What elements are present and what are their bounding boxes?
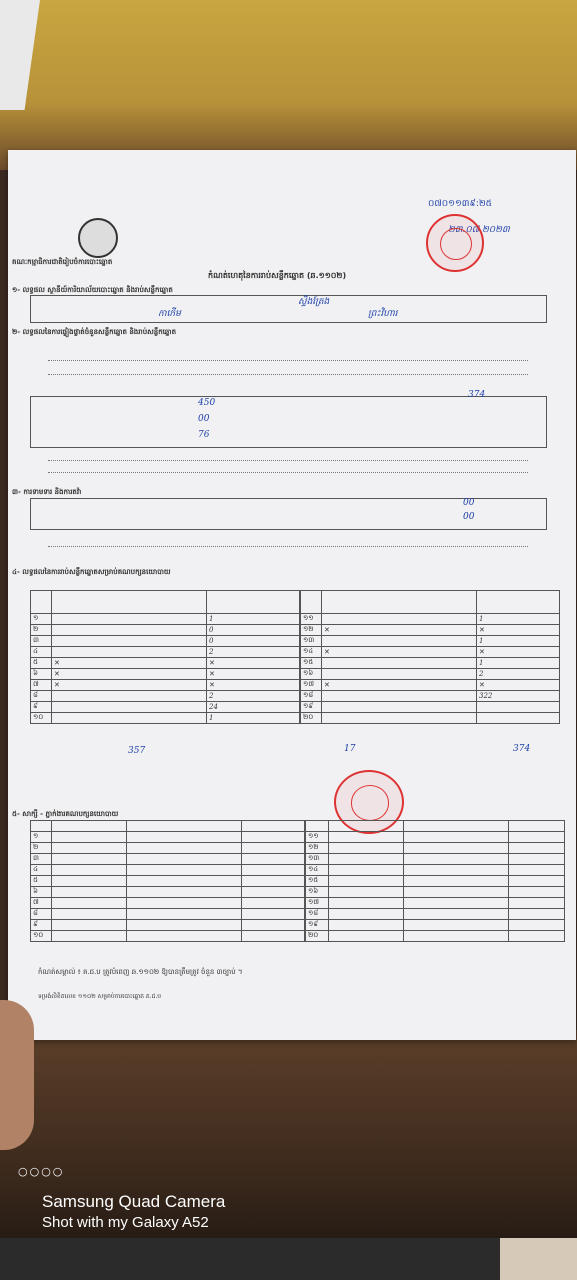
floor-tile bbox=[500, 1238, 577, 1280]
camera-logo-icon: ○○○○ bbox=[18, 1165, 65, 1178]
page-title: កំណត់ហេតុនៃការរាប់សន្លឹកឆ្នោត (ឆ.១១០២) bbox=[208, 271, 347, 280]
dispute-count-2: 00 bbox=[463, 512, 475, 522]
section2-heading: ២- លទ្ធផលនៃការផ្ទៀងផ្ទាត់ចំនួនសន្លឹកឆ្នោត និងរាប់សន្លឹកឆ្នោត bbox=[12, 328, 177, 336]
stamp-date: ២៣.០៧.២០២៣ bbox=[448, 225, 510, 235]
dispute-count-1: 00 bbox=[463, 498, 475, 508]
section4-heading: ៤- លទ្ធផលនៃការរាប់សន្លឹកឆ្នោតសម្រាប់គណបក្សនយោបាយ bbox=[12, 568, 171, 576]
witness-table-left: ១ ២ ៣ ៤ ៥ ៦ ៧ ៨ ៩ ១០ bbox=[30, 820, 305, 942]
total-ballots: 374 bbox=[513, 744, 531, 754]
ballot-count-box bbox=[30, 396, 547, 448]
table-background-top bbox=[0, 0, 577, 170]
spoiled-ballots: 00 bbox=[198, 414, 210, 424]
ballot-count-sheet bbox=[8, 150, 576, 1040]
emblem-icon bbox=[78, 218, 118, 258]
ballots-received: 450 bbox=[198, 398, 216, 408]
party-table-left: ១ 1 ២ 0 ៣ 0 ៤ 2 ៥ ✕ ✕ ៦ ✕ ✕ ៧ ✕ ✕ ៨ 2 ៩ 24 ១០ 1 bbox=[30, 590, 300, 724]
watermark-shot: Shot with my Galaxy A52 bbox=[42, 1214, 209, 1231]
voted-count: 374 bbox=[468, 390, 486, 400]
top-right-code: ០៧០១១៣៩:២៥ bbox=[428, 199, 493, 209]
officer-value: ព្រះវិហារ bbox=[368, 309, 398, 319]
footer-note: កំណត់សម្គាល់ ៖ គ.ជ.ប ត្រូវបំពេញ ឆ.១១០២ ឱ្យបានត្រឹមត្រូវ ចំនួន ៣ច្បាប់ ។ bbox=[38, 968, 243, 976]
station-box bbox=[30, 295, 547, 323]
party-table-right: ១១ 1 ១២ ✕ ✕ ១៣ 1 ១៤ ✕ ✕ ១៥ 1 ១៦ 2 ១៧ ✕ ✕ ១៨ 322 ១៩ ២០ bbox=[300, 590, 560, 724]
witness-table-right: ១១ ១២ ១៣ ១៤ ១៥ ១៦ ១៧ ១៨ ១៩ ២០ bbox=[305, 820, 565, 942]
total-votes: 357 bbox=[128, 746, 146, 756]
place-value: ស្ទឹងត្រែង bbox=[298, 297, 330, 307]
commune-value: កាកើម bbox=[158, 309, 181, 319]
unused-ballots: 76 bbox=[198, 430, 210, 440]
section5-heading: ៥- សាក្សី - ភ្នាក់ងារគណបក្សនយោបាយ bbox=[12, 810, 119, 818]
official-stamp-icon bbox=[426, 214, 484, 272]
watermark-brand: Samsung Quad Camera bbox=[42, 1192, 226, 1211]
section3-heading: ៣- ការទាមទារ និងការតវ៉ា bbox=[12, 488, 82, 496]
section1-heading: ១- លទ្ធផល ស្ថានីយ៍ការិយាល័យបោះឆ្នោត និងរាប់សន្លឹកឆ្នោត bbox=[12, 286, 173, 294]
floor bbox=[0, 1238, 577, 1280]
hand bbox=[0, 1000, 34, 1150]
footer-form-id: ទម្រង់លិខិតលេខ ១១០២ សម្រាប់ការបោះឆ្នោត គ.ជ.ប bbox=[38, 993, 162, 1000]
invalid-votes: 17 bbox=[344, 744, 356, 754]
org-name: គណៈកម្មាធិការជាតិរៀបចំការបោះឆ្នោត bbox=[12, 258, 113, 266]
